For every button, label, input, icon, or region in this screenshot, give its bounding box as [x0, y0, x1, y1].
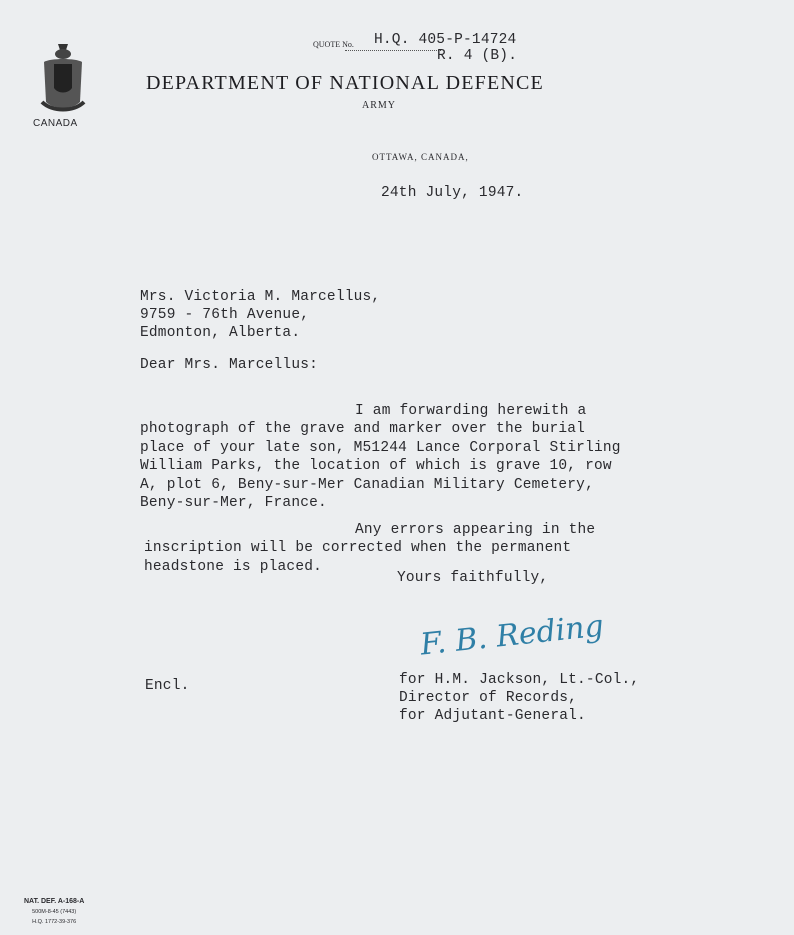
recipient-address	[140, 288, 380, 342]
closing: Yours faithfully,	[397, 570, 549, 586]
body-line: Any errors appearing in the	[355, 521, 596, 538]
body-line: photograph of the grave and marker over the burial	[140, 421, 586, 437]
body-line: William Parks, the location of which is grave 10, row	[140, 458, 612, 474]
signature-line: for H.M. Jackson, Lt.-Col.,	[399, 672, 640, 688]
quote-number: H.Q. 405-P-14724	[374, 32, 517, 48]
form-footer	[24, 897, 84, 927]
place-label: OTTAWA, CANADA,	[372, 152, 469, 162]
canada-coat-of-arms-icon	[36, 40, 90, 116]
handwritten-signature: F. B. Reding	[418, 608, 606, 663]
body-line: inscription will be corrected when the permanent	[144, 540, 572, 556]
body-line: place of your late son, M51244 Lance Corporal Stirling	[140, 439, 621, 456]
country-label: CANADA	[33, 118, 78, 129]
signature-block	[399, 671, 639, 725]
print-code: 500M-8-45 (7443)	[32, 909, 77, 915]
address-line: Edmonton, Alberta.	[140, 325, 301, 341]
enclosure-note: Encl.	[145, 678, 190, 694]
body-line: Beny-sur-Mer, France.	[140, 495, 327, 511]
form-number: NAT. DEF. A-168-A	[24, 898, 85, 905]
department-title: DEPARTMENT OF NATIONAL DEFENCE	[146, 72, 544, 94]
body-line: A, plot 6, Beny-sur-Mer Canadian Military Cemetery,	[140, 476, 594, 493]
body-line: I am forwarding herewith a	[355, 402, 587, 419]
quote-sub: R. 4 (B).	[437, 48, 518, 64]
signature-line: for Adjutant-General.	[399, 708, 586, 724]
quote-label: QUOTE No.	[313, 40, 354, 49]
letter-date: 24th July, 1947.	[381, 185, 524, 201]
salutation: Dear Mrs. Marcellus:	[140, 357, 319, 373]
signature-line: Director of Records,	[399, 690, 578, 706]
address-line: Mrs. Victoria M. Marcellus,	[140, 289, 381, 305]
branch-label: ARMY	[362, 100, 397, 111]
address-line: 9759 - 76th Avenue,	[140, 307, 310, 323]
quote-underline	[345, 50, 441, 51]
body-line: headstone is placed.	[144, 558, 323, 575]
hq-file-code: H.Q. 1772-39-376	[32, 919, 77, 925]
